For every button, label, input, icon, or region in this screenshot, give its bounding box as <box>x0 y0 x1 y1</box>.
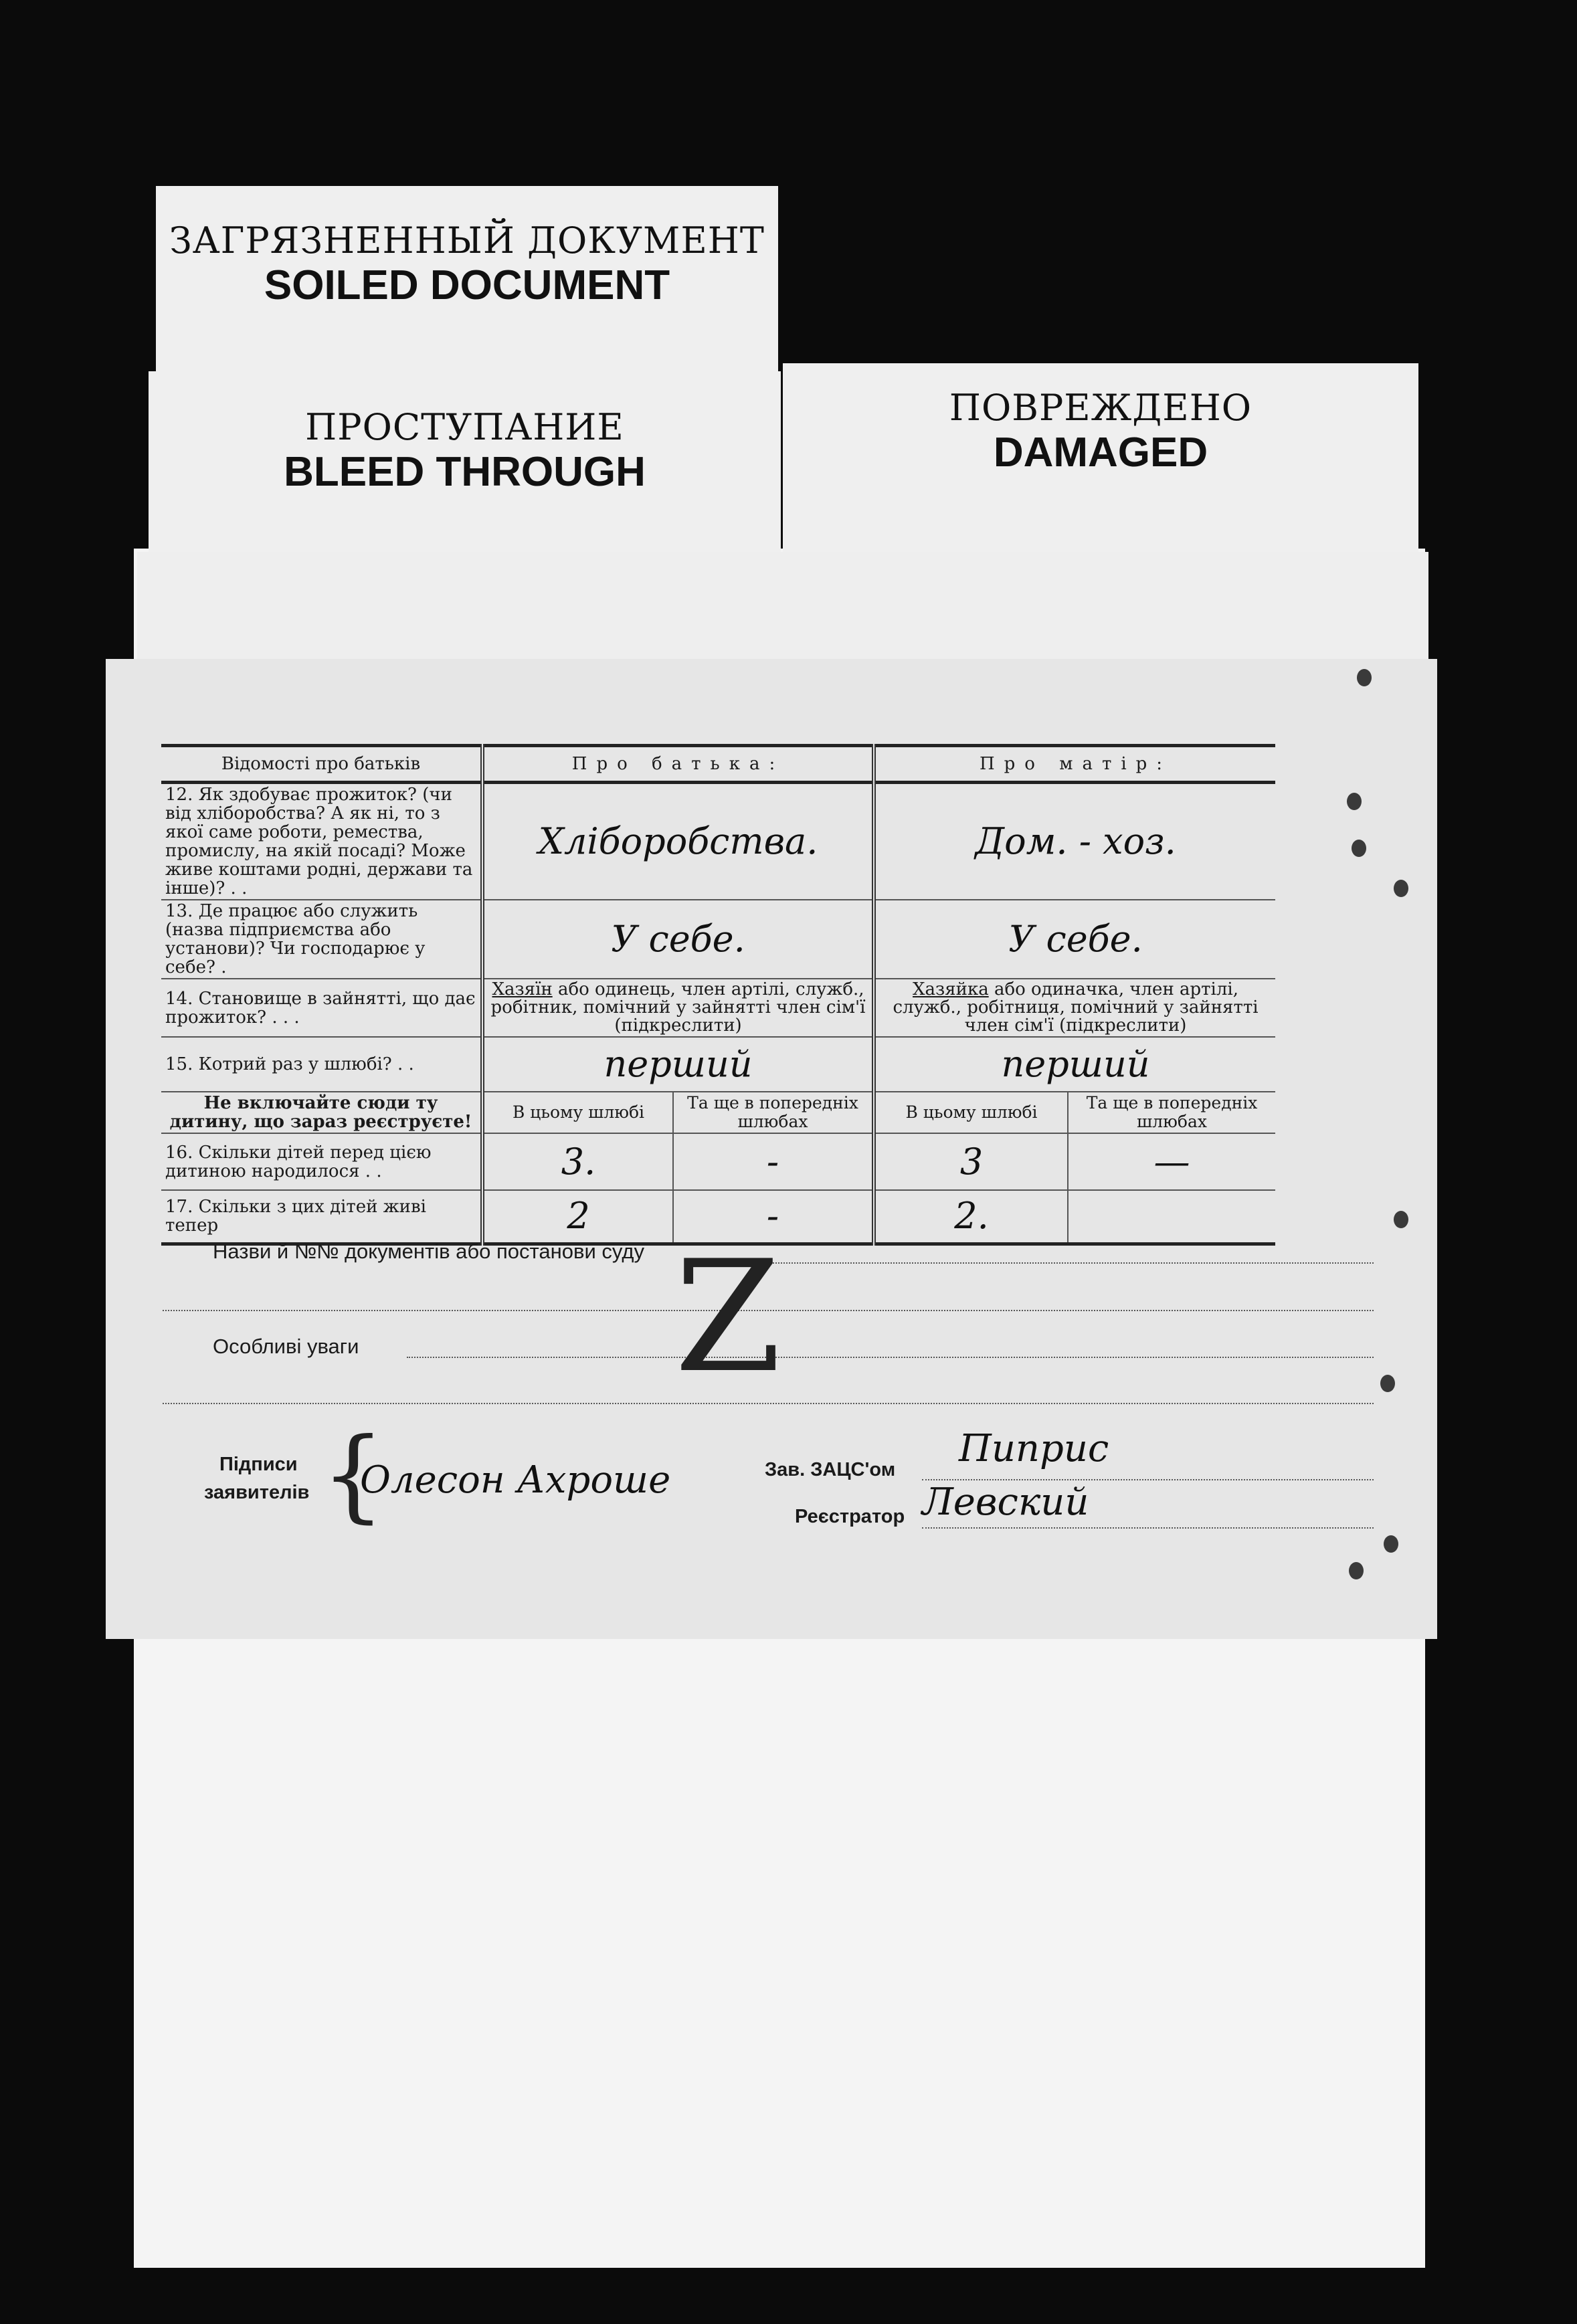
q14-label: 14. Становище в зайнятті, що дає прожиток? . . . <box>161 979 482 1037</box>
q17-mother-prev <box>1068 1190 1275 1244</box>
remarks-line <box>407 1357 1374 1358</box>
q17-father-prev: - <box>673 1190 874 1244</box>
hole <box>1394 1211 1408 1228</box>
hole <box>1384 1535 1398 1553</box>
bleed-label-en: BLEED THROUGH <box>284 449 646 495</box>
father-this-marriage-header: В цьому шлюбі <box>482 1092 673 1133</box>
registration-form <box>106 659 1437 1639</box>
table-row-15 <box>161 1037 1275 1092</box>
signatures-brace: { <box>321 1417 385 1533</box>
table-row-16 <box>161 1133 1275 1190</box>
damaged-label-en: DAMAGED <box>993 429 1208 476</box>
soiled-label-ru: ЗАГРЯЗНЕННЫЙ ДОКУМЕНТ <box>169 219 765 262</box>
q14-father-options <box>482 979 874 1037</box>
registrar-signature: Левский <box>922 1480 1089 1524</box>
q16-mother-this: 3 <box>874 1133 1068 1190</box>
hole <box>1394 880 1408 897</box>
q17-mother-this: 2. <box>874 1190 1068 1244</box>
q14-mother-underlined: Хазяйка <box>913 979 989 999</box>
header-father: Про батька: <box>482 746 874 783</box>
head-label: Зав. ЗАЦС'ом <box>765 1459 896 1480</box>
bleed-through-card <box>149 371 781 552</box>
bleed-label-ru: ПРОСТУПАНИЕ <box>305 406 624 448</box>
middle-sheet <box>137 552 1428 672</box>
hole <box>1347 793 1362 810</box>
hole <box>1352 840 1366 857</box>
documents-line <box>741 1262 1374 1264</box>
registrar-label: Реєстратор <box>795 1506 905 1527</box>
registrar-line <box>922 1527 1374 1529</box>
q15-label: 15. Котрий раз у шлюбі? . . <box>161 1037 482 1092</box>
q12-label: 12. Як здобуває прожиток? (чи від хліборобства? А як ні, то з якої саме роботи, ремества, промислу, на якій посаді? Може живе коштами родні, держави та інше)? . . <box>161 783 482 900</box>
remarks-label: Особливі уваги <box>213 1335 359 1358</box>
q16-father-this: 3. <box>482 1133 673 1190</box>
table-row-14 <box>161 979 1275 1037</box>
hole <box>1357 669 1372 686</box>
damaged-card <box>783 363 1418 552</box>
q16-label: 16. Скільки дітей перед цією дитиною народилося . . <box>161 1133 482 1190</box>
table-subheader-row <box>161 1092 1275 1133</box>
q14-father-rest: або одинець, член артілі, служб., робітник, помічний у зайнятті член сім'ї (підкреслити) <box>490 979 866 1036</box>
z-strike-mark: Z <box>674 1228 781 1407</box>
q13-label: 13. Де працює або служить (назва підприємства або установи)? Чи господарює у себе? . <box>161 900 482 979</box>
q14-mother-rest: або одиначка, член артілі, служб., робітниця, помічний у зайнятті член сім'ї (підкреслити) <box>893 979 1259 1036</box>
q13-father-value: У себе. <box>482 900 874 979</box>
header-parents: Відомості про батьків <box>161 746 482 783</box>
damaged-label-ru: ПОВРЕЖДЕНО <box>949 387 1253 429</box>
q15-mother-value: перший <box>874 1037 1275 1092</box>
q16-father-prev: - <box>673 1133 874 1190</box>
soiled-label-en: SOILED DOCUMENT <box>264 262 670 308</box>
q13-mother-value: У себе. <box>874 900 1275 979</box>
q17-label: 17. Скільки з цих дітей живі тепер <box>161 1190 482 1244</box>
documents-label: Назви й №№ документів або постанови суду <box>213 1240 644 1263</box>
hole <box>1380 1375 1395 1392</box>
parents-info-table <box>161 744 1275 1246</box>
children-warning: Не включайте сюди ту дитину, що зараз реєструєте! <box>161 1092 482 1133</box>
table-row-12 <box>161 783 1275 900</box>
q16-mother-prev: — <box>1068 1133 1275 1190</box>
table-row-13 <box>161 900 1275 979</box>
q14-father-underlined: Хазяїн <box>492 979 553 999</box>
q14-mother-options <box>874 979 1275 1037</box>
signatures-label-1: Підписи <box>219 1454 298 1475</box>
q12-mother-value: Дом. - хоз. <box>874 783 1275 900</box>
mother-previous-header: Та ще в попередніх шлюбах <box>1068 1092 1275 1133</box>
header-mother: Про матір: <box>874 746 1275 783</box>
q17-father-this: 2 <box>482 1190 673 1244</box>
mother-this-marriage-header: В цьому шлюбі <box>874 1092 1068 1133</box>
head-signature: Пиприс <box>959 1427 1109 1470</box>
q15-father-value: перший <box>482 1037 874 1092</box>
table-header-row <box>161 746 1275 783</box>
applicants-signature: Олесон Ахроше <box>360 1458 671 1502</box>
signatures-label-2: заявителів <box>204 1482 310 1503</box>
hole <box>1349 1562 1364 1579</box>
q12-father-value: Хліборобства. <box>482 783 874 900</box>
father-previous-header: Та ще в попередніх шлюбах <box>673 1092 874 1133</box>
soiled-document-card <box>156 186 778 377</box>
